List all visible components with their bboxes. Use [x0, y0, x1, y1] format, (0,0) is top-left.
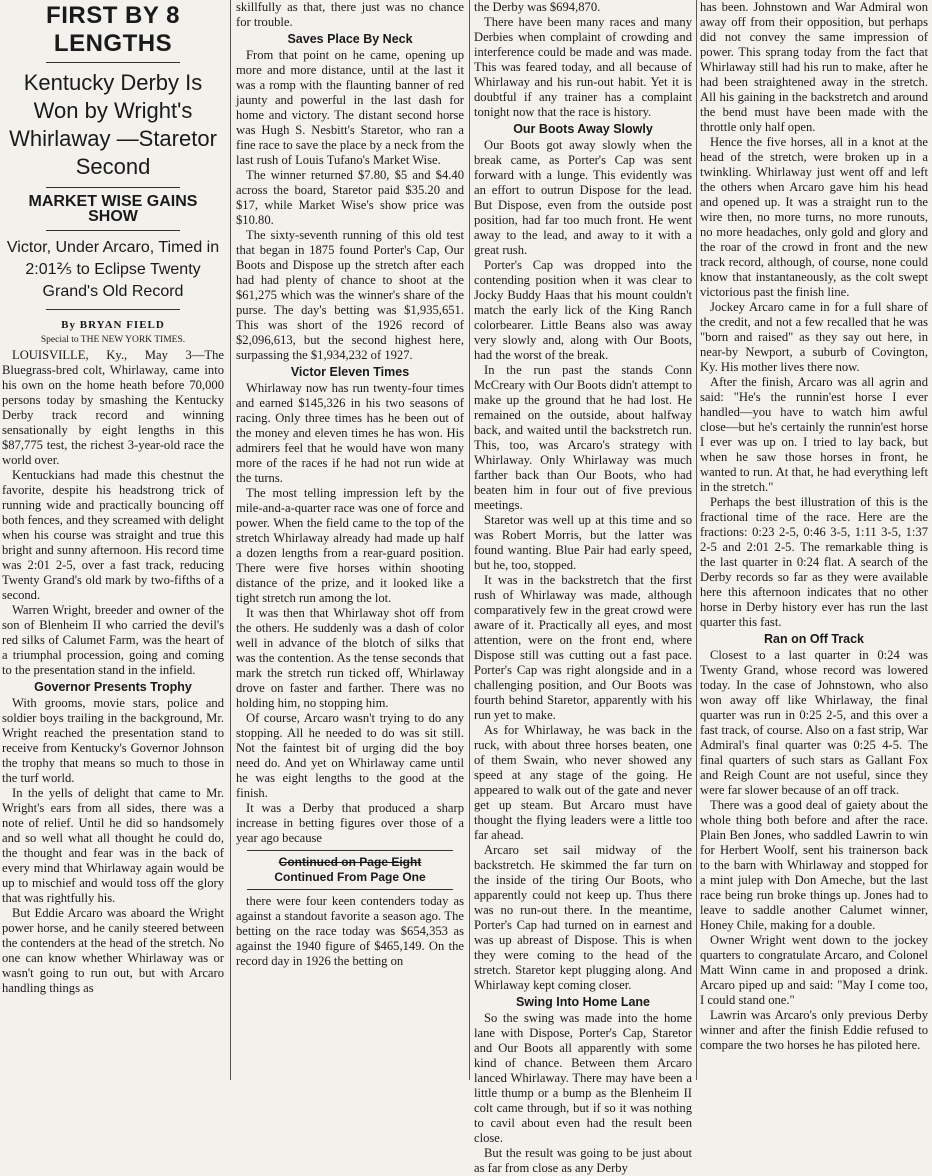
paragraph: Hence the five horses, all in a knot at the head of the stretch, were broken up in a twinkling. Whirlaway just went off and left the others when Arcaro gave him his head and opened up. It was a straight run to the wire then, no more turns, no more runouts, no more headaches, only gold and glory and the roar of the crowd in front and the new track record, although, of course, none could know that instantaneously, as the colt swept victorious past the finish line. [700, 135, 928, 299]
byline: By BRYAN FIELD [61, 319, 165, 331]
paragraph: has been. Johnstown and War Admiral won away off from their opposition, but perhaps did not convey the same impression of power. This sprang today from the fact that Whirlaway still had his run to make, after he had been straightened away in the stretch. All his gaining in the backstretch and around the bend must have been made with the throttle only half open. [700, 0, 928, 134]
headline-deck-3: Victor, Under Arcaro, Timed in 2:01⅖ to Eclipse Twenty Grand's Old Record [6, 239, 220, 300]
paragraph: Of course, Arcaro wasn't trying to do any stopping. All he needed to do was sit still. Not the faintest bit of urging did the boy need do. And yet on Whirlaway came until he was eight lengths to the good at the finish. [236, 711, 464, 800]
paragraph: In the yells of delight that came to Mr. Wright's ears from all sides, there was a note of relief. Until he did so handsomely and so well what all thought he could do, the thought and fear was in the back of every mind that Whirlaway again would be up to mischief and would toss off the glory that was rightfully his. [2, 786, 224, 905]
paragraph: Porter's Cap was dropped into the contending position when it was clear to Jocky Buddy Haas that his mount couldn't match the early lick of the King Ranch colorbearer. Little Beans also was away very slowly and, along with Our Boots, had the worst of the break. [474, 258, 692, 362]
paragraph: Perhaps the best illustration of this is the fractional time of the race. Here are the fractions: 0:23 2-5, 0:46 3-5, 1:11 3-5, 1:37 2-5 and 2:01 2-5. The remarkable thing is the last quarter in 0:24 flat. A search of the Derby records so far as they were available here this afternoon indicates that no other horse in Derby history ever has run the last quarter this fast. [700, 495, 928, 629]
paragraph: There have been many races and many Derbies when complaint of crowding and interference could be made and was made. This was feared today, and all because of Whirlaway and his run-out habit. Yet it is doubtful if any trainer has a complaint tonight now that the race is history. [474, 15, 692, 119]
divider [46, 187, 179, 188]
paragraph: It was in the backstretch that the first rush of Whirlaway was made, although comparatively few in the great crowd were aware of it. Practically all eyes, and most attention, were on the front end, where Dispose still was cutting out a fast pace. Porter's Cap was right alongside and in a challenging position, and Our Boots was fourth behind Staretor, apparently with his run yet to make. [474, 573, 692, 722]
column-4 [700, 0, 928, 1080]
divider [46, 309, 179, 310]
paragraph: There was a good deal of gaiety about the whole thing both before and after the race. Plain Ben Jones, who saddled Lawrin to win for Herbert Woolf, sent his trainerson back to the barn with Whirlaway and stopped for a mint julep with Don Ameche, but the last race being run broke things up. Jones had to leave to saddle another Calumet winner, Honey Chile, making for a double. [700, 798, 928, 932]
subheading: Swing Into Home Lane [515, 995, 651, 1009]
subheading: Our Boots Away Slowly [513, 122, 653, 136]
byline-special: Special to THE NEW YORK TIMES. [40, 335, 186, 345]
headline-deck-2: MARKET WISE GAINS SHOW [28, 193, 198, 225]
divider [247, 850, 452, 851]
paragraph: Our Boots got away slowly when the break came, as Porter's Cap was sent forward with a lunge. This evidently was an effort to outrun Dispose for the lead. But Dispose, even from the outside post position, had far too much front. He went away to the lead, and away to it with a great rush. [474, 138, 692, 257]
paragraph: It was a Derby that produced a sharp increase in betting figures over those of a year ago because [236, 801, 464, 845]
paragraph: Whirlaway now has run twenty-four times and earned $145,326 in his two seasons of racing. Only three times has he been out of the money and eleven times he has won. His admirers feel that he would have won many more of the races if he had not run wide at the turns. [236, 381, 464, 485]
divider [46, 62, 179, 63]
paragraph: In the run past the stands Conn McCreary with Our Boots didn't attempt to make up the ground that he had lost. He remained on the outside, about halfway back, and waited until the backstretch run. This, too, was Arcaro's strategy with Whirlaway. Only Whirlaway was much farther back than Our Boots, who had beaten him in four out of five previous meetings. [474, 363, 692, 512]
paragraph: Lawrin was Arcaro's only previous Derby winner and after the finish Eddie refused to compare the two horses he has piloted here. [700, 1008, 928, 1052]
paragraph: The most telling impression left by the mile-and-a-quarter race was one of force and power. When the field came to the top of the stretch Whirlaway already had made up half a dozen lengths from a rear-guard position. There were five horses within shooting distance of the prize, and it looked like a tight stretch run among the lot. [236, 486, 464, 605]
paragraph: LOUISVILLE, Ky., May 3—The Bluegrass-bred colt, Whirlaway, came into his own on the home heath before 70,000 persons today by smashing the Kentucky Derby track record and winning sensationally by eight lengths in this $87,775 test, the richest 3-year-old race the world over. [2, 348, 224, 467]
paragraph: the Derby was $694,870. [474, 0, 601, 14]
subheading: Governor Presents Trophy [34, 680, 192, 694]
paragraph: Kentuckians had made this chestnut the favorite, despite his headstrong trick of running wide and practically bouncing off both fences, and they screamed with delight when his course was straight and true this bright and sunny afternoon. His record time was 2:01 2-5, over a fast track, reducing Twenty Grand's old mark by two-fifths of a second. [2, 468, 224, 602]
paragraph: So the swing was made into the home lane with Dispose, Porter's Cap, Staretor and Our Boots all apparently with some kind of chance. Between them Arcaro lanced Whirlaway. There may have been a little thump or a bump as the Blenheim II colt came through, but if so it was nothing to cavil about even had the result been close. [474, 1011, 692, 1145]
column-2 [236, 0, 464, 1080]
paragraph: From that point on he came, opening up more and more distance, until at the last it was a romp with the flaunting banner of red jaunty and powerful in the last dash for home and victory. The distant second horse was Hugh S. Nesbitt's Staretor, who ran a fine race to save the place by a neck from the last rush of Louis Tufano's Market Wise. [236, 48, 464, 167]
paragraph: The sixty-seventh running of this old test that began in 1875 found Porter's Cap, Our Boots and Dispose up the stretch after each had had plenty of chance to shoot at the $61,275 which was the winner's share of the purse. The day's betting was $1,935,651. This was short of the 1926 record of $2,096,613, but the second highest here, surpassing the $1,934,232 of 1927. [236, 228, 464, 362]
column-1 [2, 0, 224, 1080]
paragraph: Jockey Arcaro came in for a full share of the credit, and not a few recalled that he was "born and raised" as they say out here, in near-by Newport, a suburb of Covington, Ky. His mother lives there now. [700, 300, 928, 374]
subheading: Victor Eleven Times [290, 365, 410, 379]
paragraph: Closest to a last quarter in 0:24 was Twenty Grand, whose record was lowered today. In the case of Johnstown, who also won away off like Whirlaway, the final quarter was run in 0:25 2-5, and this over a fast track, of course. Also on a fast strip, War Admiral's final quarter was 0:25 4-5. The final quarters of such stars as Gallant Fox and Reigh Count are not useful, since they were far slower because of an off track. [700, 648, 928, 797]
main-headline: FIRST BY 8 LENGTHS [46, 2, 180, 57]
continued-on-line: Continued on Page Eight [278, 855, 422, 869]
paragraph: Warren Wright, breeder and owner of the son of Blenheim II who carried the devil's red silks of Calumet Farm, was the heart of a triumphal procession, going and coming to the presentation stand in the infield. [2, 603, 224, 677]
divider [46, 230, 179, 231]
paragraph: But the result was going to be just about as far from close as any Derby [474, 1146, 692, 1175]
headline-deck-1: Kentucky Derby Is Won by Wright's Whirlaway —Staretor Second [9, 70, 217, 179]
paragraph: But Eddie Arcaro was aboard the Wright power horse, and he canily steered between the contenders at the head of the stretch. No one can know whether Whirlaway was or wasn't going to run out, but with Arcaro handling things as [2, 906, 224, 995]
paragraph: skillfully as that, there just was no chance for trouble. [236, 0, 464, 29]
paragraph: Owner Wright went down to the jockey quarters to congratulate Arcaro, and Colonel Matt Winn came in and proposed a drink. Arcaro piped up and said: "May I come too, I could stand one." [700, 933, 928, 1007]
paragraph: there were four keen contenders today as against a standout favorite a season ago. The betting on the race today was $654,353 as against the 1940 figure of $465,149. On the record day in 1926 the betting on [236, 894, 464, 968]
paragraph: The winner returned $7.80, $5 and $4.40 across the board, Staretor paid $35.20 and $17, while Market Wise's show price was $10.80. [236, 168, 464, 227]
paragraph: As for Whirlaway, he was back in the ruck, with about three horses beaten, one of them Swain, who never showed any speed at any stage of the going. He appeared to walk out of the gate and never get up steam. But Arcaro must have thought the flying leaders were a little too far ahead. [474, 723, 692, 842]
subheading: Ran on Off Track [763, 632, 865, 646]
column-rule [469, 0, 470, 1080]
paragraph: Staretor was well up at this time and so was Robert Morris, but the latter was found wanting. Blue Pair had early speed, but he, too, stopped. [474, 513, 692, 572]
subheading: Saves Place By Neck [287, 32, 413, 46]
paragraph: Arcaro set sail midway of the backstretch. He skimmed the far turn on the inside of the tiring Our Boots, who apparently could not keep up. Thus there was no run-out there. In the meantime, Porter's Cap had turned on in earnest and was up abreast of Dispose. This is when they were coming to the head of the stretch. Staretor kept plugging along. And Whirlaway kept coming closer. [474, 843, 692, 992]
column-rule [696, 0, 697, 1080]
column-rule [230, 0, 231, 1080]
column-3 [474, 0, 692, 1175]
divider [247, 889, 452, 890]
continued-from-line: Continued From Page One [274, 870, 426, 884]
paragraph: After the finish, Arcaro was all agrin and said: "He's the runnin'est horse I ever handled—you have to watch him awful close—but he's certainly the runnin'est horse I ever was up on. I tried to lay back, but when he saw those horses in front, he wanted to run. At that, he had everything left in the stretch." [700, 375, 928, 494]
paragraph: It was then that Whirlaway shot off from the others. He suddenly was a dash of color well in advance of the blotch of silks that was the contention. As the tense seconds that mark the stretch run ticked off, Whirlaway drove on faster and farther. There was no holding him, no stopping him. [236, 606, 464, 710]
paragraph: With grooms, movie stars, police and soldier boys trailing in the background, Mr. Wright reached the presentation stand to receive from Kentucky's Governor Johnson the trophy that means so much to those in the turf world. [2, 696, 224, 785]
